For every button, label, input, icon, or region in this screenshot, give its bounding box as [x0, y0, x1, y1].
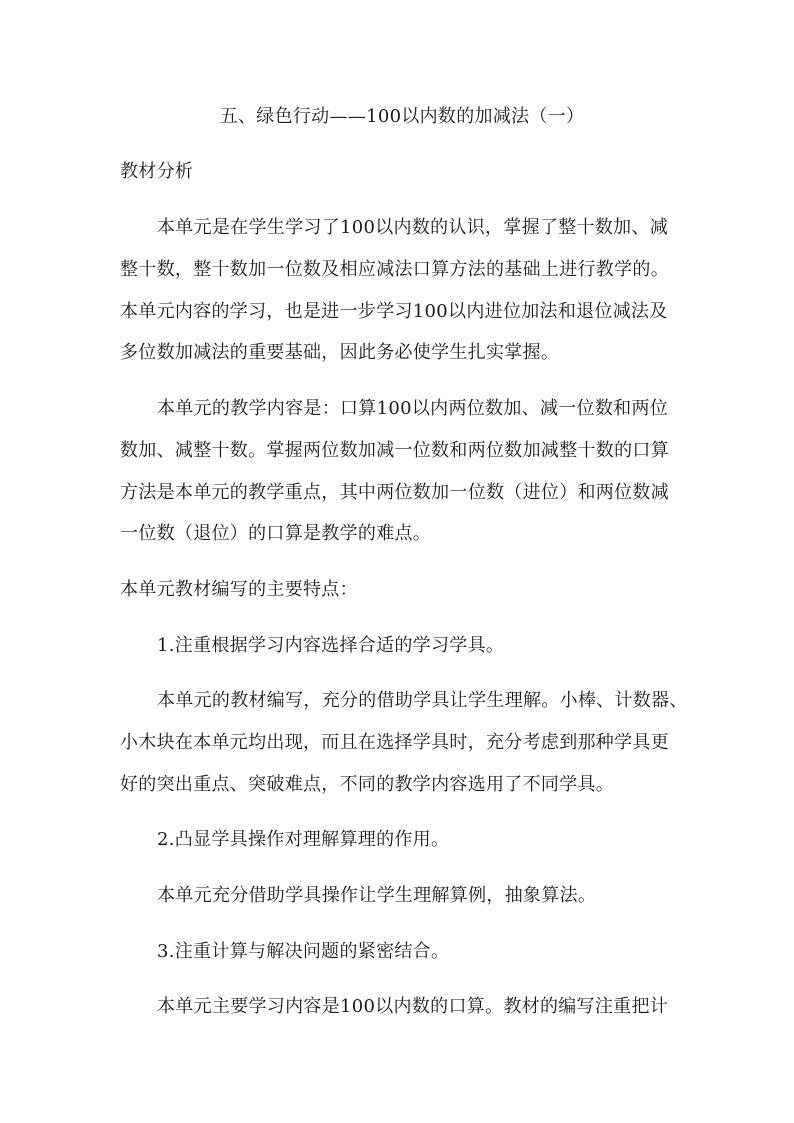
paragraph-line: 方法是本单元的教学重点，其中两位数加一位数（进位）和两位数减 — [120, 482, 669, 503]
features-heading: 本单元教材编写的主要特点： — [120, 579, 358, 600]
feature-2-title: 2.凸显学具操作对理解算理的作用。 — [157, 829, 450, 850]
feature-1-title: 1.注重根据学习内容选择合适的学习学具。 — [157, 635, 505, 656]
feature-3-title: 3.注重计算与解决问题的紧密结合。 — [157, 941, 450, 962]
document-title: 五、绿色行动——100以内数的加减法（一） — [219, 106, 585, 127]
feature-2-body: 本单元充分借助学具操作让学生理解算例，抽象算法。 — [157, 885, 597, 906]
paragraph-line: 一位数（退位）的口算是教学的难点。 — [120, 523, 432, 544]
section-heading: 教材分析 — [120, 161, 194, 182]
paragraph-line: 本单元是在学生学习了100以内数的认识，掌握了整十数加、减 — [157, 217, 669, 238]
feature-3-body: 本单元主要学习内容是100以内数的口算。教材的编写注重把计 — [157, 996, 669, 1017]
paragraph-line: 本单元的教学内容是：口算100以内两位数加、减一位数和两位 — [157, 398, 669, 419]
paragraph-line: 小木块在本单元均出现，而且在选择学具时，充分考虑到那种学具更 — [120, 732, 669, 753]
paragraph-line: 多位数加减法的重要基础，因此务必使学生扎实掌握。 — [120, 342, 560, 363]
paragraph-line: 本单元的教材编写，充分的借助学具让学生理解。小棒、计数器、 — [157, 690, 688, 711]
paragraph-line: 整十数，整十数加一位数及相应减法口算方法的基础上进行教学的。 — [120, 259, 669, 280]
paragraph-line: 好的突出重点、突破难点，不同的教学内容选用了不同学具。 — [120, 774, 615, 795]
paragraph-line: 本单元内容的学习，也是进一步学习100以内进位加法和退位减法及 — [120, 301, 668, 322]
paragraph-line: 数加、减整十数。掌握两位数加减一位数和两位数加减整十数的口算 — [120, 440, 669, 461]
